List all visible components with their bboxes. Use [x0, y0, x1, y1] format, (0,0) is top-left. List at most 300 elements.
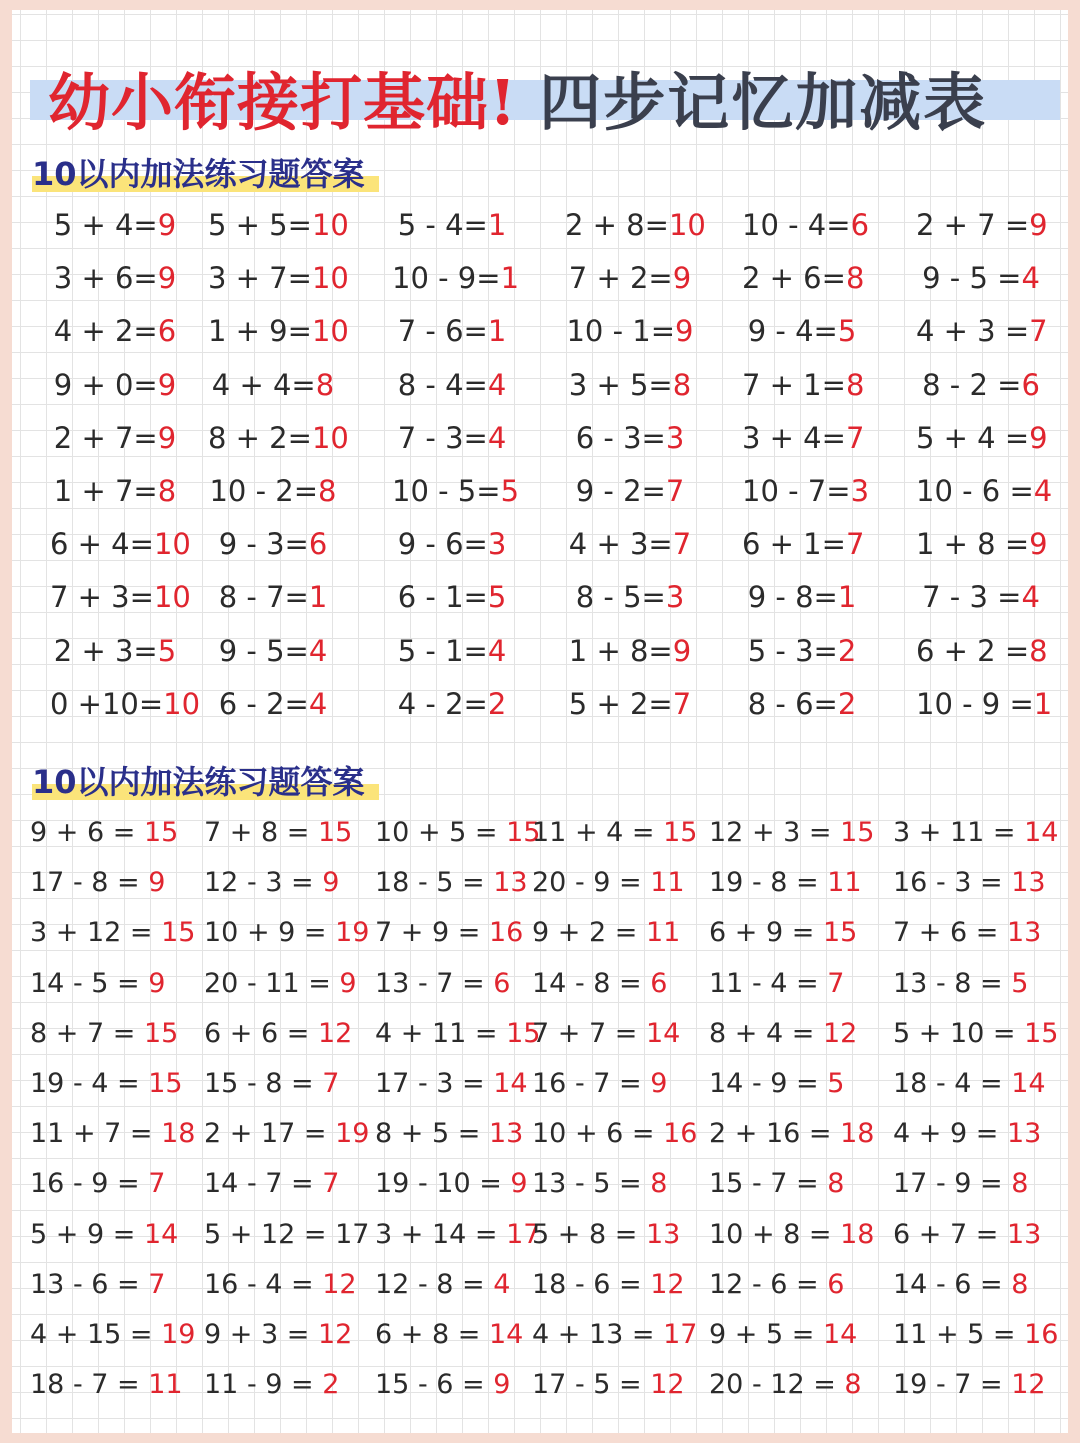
equation-item — [375, 863, 528, 903]
equation-answer: 8 — [845, 261, 865, 296]
equation-question: 4 + 15 = — [30, 1319, 162, 1350]
equation-question: 12 - 8 = — [375, 1268, 494, 1300]
equation-item — [893, 813, 1058, 853]
equation-question: 13 - 8 = — [893, 967, 1012, 999]
equation-answer: 15 — [1024, 1017, 1059, 1049]
equation-answer: 4 — [1021, 580, 1040, 615]
equation-item — [30, 1215, 178, 1255]
equation-question: 10 - 5= — [392, 474, 501, 508]
equation-question: 7 + 1= — [742, 367, 846, 402]
equation-question: 4 - 2= — [397, 686, 488, 721]
equation-item — [709, 1164, 844, 1204]
equation-answer: 7 — [665, 474, 685, 508]
equation-item — [742, 631, 862, 671]
equation-answer: 6 — [650, 967, 668, 999]
equation-item — [30, 1164, 165, 1204]
equation-item — [709, 813, 874, 853]
equation-question: 11 - 4 = — [709, 967, 828, 999]
equation-item — [50, 631, 180, 671]
equation-item — [893, 1215, 1041, 1255]
equation-item — [375, 1064, 528, 1104]
equation-item — [204, 913, 369, 953]
equation-question: 20 - 12 = — [709, 1369, 845, 1401]
equation-question: 7 + 6 = — [893, 917, 1007, 949]
equation-item — [893, 1365, 1046, 1405]
equation-question: 5 + 2= — [568, 686, 673, 721]
equation-question: 7 - 6= — [397, 314, 488, 349]
equation-answer: 13 — [488, 1118, 524, 1150]
equation-item — [392, 577, 512, 617]
equation-answer: 1 — [487, 314, 507, 349]
equation-answer: 4 — [487, 420, 507, 455]
equation-question: 9 + 0= — [53, 367, 158, 402]
equation-question: 2 + 16 = — [709, 1118, 841, 1150]
equation-item — [893, 863, 1046, 903]
equation-question: 3 + 5= — [568, 367, 673, 402]
equation-answer: 3 — [487, 527, 507, 562]
equation-answer: 15 — [161, 917, 196, 949]
equation-item — [50, 365, 180, 405]
equation-question: 10 - 9= — [392, 261, 501, 296]
equation-question: 15 - 7 = — [709, 1168, 828, 1200]
equation-answer: 8 — [845, 367, 865, 402]
equation-item — [392, 258, 520, 298]
equation-item — [392, 365, 512, 405]
equation-question: 7 + 9 = — [375, 917, 489, 949]
equation-question: 9 - 6= — [397, 527, 488, 562]
equation-item — [742, 684, 862, 724]
equation-question: 16 - 9 = — [30, 1168, 149, 1200]
equation-question: 2 + 8= — [565, 208, 669, 242]
equation-question: 11 + 7 = — [30, 1118, 162, 1150]
equation-answer: 15 — [143, 1017, 179, 1049]
equation-question: 9 - 5= — [218, 633, 309, 668]
equation-answer: 8 — [1011, 1268, 1029, 1300]
equation-question: 10 - 2= — [209, 474, 319, 508]
equation-item — [916, 205, 1046, 245]
equation-question: 5 + 12 = 17 — [204, 1218, 370, 1250]
equation-answer: 9 — [322, 867, 340, 899]
equation-item — [532, 964, 667, 1004]
equation-question: 5 + 10 = — [893, 1017, 1025, 1049]
worksheet-page — [12, 10, 1068, 1433]
equation-answer: 12 — [822, 1017, 858, 1049]
equation-answer: 7 — [827, 967, 845, 999]
equation-answer: 7 — [148, 1168, 166, 1200]
equation-question: 5 + 4 = — [916, 420, 1030, 455]
equation-answer: 19 — [161, 1319, 196, 1350]
equation-answer: 15 — [840, 817, 875, 848]
equation-item — [742, 577, 862, 617]
equation-question: 5 - 3= — [747, 633, 838, 668]
equation-question: 5 + 5= — [208, 208, 312, 242]
equation-question: 16 - 3 = — [893, 867, 1012, 899]
equation-answer: 8 — [844, 1369, 862, 1401]
equation-question: 7 - 3= — [397, 420, 488, 455]
equation-item — [30, 863, 165, 903]
equation-question: 6 + 8 = — [375, 1319, 489, 1350]
equation-item — [916, 577, 1046, 617]
equation-answer: 9 — [493, 1369, 511, 1401]
equation-answer: 9 — [510, 1168, 528, 1200]
equation-item — [204, 863, 339, 903]
equation-item — [916, 258, 1046, 298]
equation-answer: 5 — [837, 314, 857, 349]
equation-question: 10 - 7= — [742, 474, 851, 508]
equation-question: 0 +10= — [50, 686, 164, 721]
equation-answer: 7 — [322, 1168, 340, 1200]
equation-question: 9 + 6 = — [30, 817, 144, 848]
equation-question: 9 - 8= — [747, 580, 838, 615]
equation-answer: 9 — [148, 867, 166, 899]
equation-item — [916, 311, 1046, 351]
equation-question: 20 - 9 = — [532, 867, 651, 899]
equation-item — [50, 684, 201, 724]
equation-question: 2 + 7= — [53, 420, 158, 455]
equation-question: 12 + 3 = — [709, 817, 841, 848]
equation-answer: 10 — [153, 527, 191, 562]
equation-answer: 8 — [157, 474, 177, 508]
equation-answer: 11 — [650, 867, 685, 899]
equation-question: 8 - 5= — [575, 580, 666, 615]
equation-question: 7 + 7 = — [532, 1017, 646, 1049]
equation-answer: 19 — [335, 1118, 370, 1150]
equation-answer: 3 — [850, 474, 870, 508]
equation-answer: 9 — [157, 420, 177, 455]
equation-answer: 10 — [163, 686, 201, 721]
equation-answer: 14 — [1024, 817, 1059, 848]
equation-item — [742, 418, 865, 458]
equation-question: 9 - 2= — [575, 474, 666, 508]
equation-question: 10 - 4= — [742, 208, 851, 242]
equation-answer: 13 — [1011, 867, 1046, 899]
equation-item — [893, 1265, 1028, 1305]
equation-answer: 5 — [827, 1068, 845, 1099]
title-main: 幼小衔接打基础! — [48, 65, 518, 139]
equation-answer: 1 — [1033, 686, 1053, 721]
equation-question: 18 - 5 = — [375, 867, 494, 899]
equation-answer: 10 — [311, 261, 349, 296]
equation-item — [916, 631, 1046, 671]
equation-question: 19 - 4 = — [30, 1068, 149, 1099]
equation-item — [375, 1215, 540, 1255]
equation-answer: 14 — [645, 1017, 681, 1049]
equation-item — [742, 365, 865, 405]
equation-item — [208, 524, 338, 564]
equation-item — [375, 913, 523, 953]
title-sub: 四步记忆加减表 — [539, 65, 988, 139]
equation-item — [208, 471, 338, 511]
equation-item — [709, 1114, 874, 1154]
equation-item — [30, 1114, 195, 1154]
equation-answer: 10 — [311, 314, 349, 349]
equation-item — [916, 365, 1046, 405]
equation-answer: 6 — [493, 967, 511, 999]
equation-question: 9 + 5 = — [709, 1319, 823, 1350]
equation-item — [50, 205, 180, 245]
equation-answer: 9 — [650, 1068, 668, 1099]
equation-item — [709, 1265, 844, 1305]
equation-question: 6 - 3= — [575, 420, 666, 455]
equation-question: 10 + 5 = — [375, 817, 507, 848]
equation-question: 17 - 3 = — [375, 1068, 494, 1099]
equation-answer: 8 — [827, 1168, 845, 1200]
equation-answer: 17 — [506, 1218, 541, 1250]
equation-item — [392, 418, 512, 458]
equation-answer: 9 — [672, 633, 692, 668]
equation-item — [893, 1064, 1046, 1104]
equation-item — [709, 1014, 857, 1054]
equation-answer: 15 — [148, 1068, 183, 1099]
equation-answer: 12 — [322, 1268, 357, 1300]
equation-question: 2 + 7 = — [916, 208, 1030, 242]
equation-item — [742, 258, 865, 298]
equation-answer: 5 — [487, 580, 507, 615]
equation-answer: 7 — [322, 1068, 340, 1099]
equation-answer: 14 — [143, 1218, 179, 1250]
equation-answer: 13 — [645, 1218, 681, 1250]
equation-question: 19 - 8 = — [709, 867, 828, 899]
section-title-2: 10以内加法练习题答案 — [32, 758, 365, 802]
equation-item — [392, 631, 512, 671]
equation-question: 14 - 6 = — [893, 1268, 1012, 1300]
equation-answer: 7 — [1029, 314, 1048, 349]
equation-question: 9 + 2 = — [532, 917, 646, 949]
equation-item — [742, 524, 865, 564]
equation-question: 16 - 7 = — [532, 1068, 651, 1099]
equation-question: 16 - 4 = — [204, 1268, 323, 1300]
equation-question: 6 + 9 = — [709, 917, 823, 949]
equation-answer: 15 — [143, 817, 179, 848]
equation-item — [30, 1064, 183, 1104]
equation-item — [532, 913, 680, 953]
equation-question: 8 + 5 = — [375, 1118, 489, 1150]
equation-item — [709, 913, 857, 953]
equation-item — [893, 913, 1041, 953]
equation-item — [375, 1114, 523, 1154]
equation-item — [565, 258, 695, 298]
equation-answer: 1 — [487, 208, 507, 242]
equation-answer: 12 — [1011, 1369, 1046, 1401]
equation-item — [50, 577, 191, 617]
equation-item — [709, 1064, 844, 1104]
equation-answer: 16 — [1024, 1319, 1059, 1350]
equation-item — [30, 1265, 165, 1305]
equation-answer: 11 — [645, 917, 681, 949]
equation-answer: 10 — [311, 208, 349, 242]
equation-answer: 4 — [1033, 474, 1053, 508]
equation-question: 6 + 6 = — [204, 1017, 318, 1049]
equation-item — [208, 311, 349, 351]
equation-question: 14 - 9 = — [709, 1068, 828, 1099]
equation-question: 10 - 1= — [566, 314, 676, 349]
equation-question: 1 + 8= — [568, 633, 673, 668]
equation-question: 3 + 14 = — [375, 1218, 507, 1250]
equation-item — [709, 964, 844, 1004]
equation-item — [532, 1064, 667, 1104]
equation-item — [742, 205, 870, 245]
equation-question: 7 + 3= — [50, 580, 154, 615]
equation-item — [204, 1014, 352, 1054]
equation-answer: 14 — [488, 1319, 524, 1350]
equation-question: 15 - 6 = — [375, 1369, 494, 1401]
equation-question: 2 + 3= — [53, 633, 158, 668]
equation-item — [893, 1114, 1041, 1154]
equation-question: 5 + 9 = — [30, 1218, 144, 1250]
equation-answer: 13 — [1006, 917, 1042, 949]
equation-answer: 10 — [668, 208, 706, 242]
equation-answer: 15 — [317, 817, 353, 848]
equation-answer: 8 — [672, 367, 692, 402]
equation-answer: 8 — [1011, 1168, 1029, 1200]
equation-item — [565, 365, 695, 405]
equation-item — [916, 418, 1046, 458]
equation-question: 6 + 7 = — [893, 1218, 1007, 1250]
equation-answer: 4 — [487, 367, 507, 402]
equation-answer: 10 — [311, 420, 349, 455]
equation-item — [532, 1114, 697, 1154]
equation-answer: 13 — [1006, 1118, 1042, 1150]
equation-item — [50, 258, 180, 298]
equation-item — [208, 577, 338, 617]
equation-item — [208, 258, 349, 298]
equation-question: 11 - 9 = — [204, 1369, 323, 1401]
equation-item — [204, 964, 357, 1004]
equation-question: 14 - 7 = — [204, 1168, 323, 1200]
equation-answer: 9 — [675, 314, 694, 349]
equation-answer: 8 — [1029, 633, 1048, 668]
equation-answer: 3 — [665, 420, 685, 455]
equation-question: 4 + 13 = — [532, 1319, 664, 1350]
equation-item — [565, 524, 695, 564]
equation-item — [208, 631, 338, 671]
equation-item — [208, 418, 349, 458]
equation-question: 2 + 17 = — [204, 1118, 336, 1150]
equation-item — [375, 1265, 510, 1305]
equation-item — [204, 1365, 339, 1405]
equation-question: 6 + 4= — [50, 527, 154, 562]
equation-answer: 4 — [308, 686, 328, 721]
equation-item — [375, 1164, 528, 1204]
equation-item — [893, 1315, 1058, 1355]
equation-question: 10 + 6 = — [532, 1118, 664, 1150]
equation-question: 4 + 2= — [53, 314, 158, 349]
equation-item — [375, 964, 510, 1004]
equation-answer: 9 — [1029, 527, 1048, 562]
equation-question: 1 + 9= — [208, 314, 312, 349]
equation-item — [916, 684, 1053, 724]
equation-question: 14 - 5 = — [30, 967, 149, 999]
equation-question: 10 - 9 = — [916, 686, 1034, 721]
equation-item — [375, 813, 540, 853]
equation-question: 7 + 8 = — [204, 817, 318, 848]
equation-question: 14 - 8 = — [532, 967, 651, 999]
equation-answer: 17 — [663, 1319, 698, 1350]
equation-item — [532, 863, 685, 903]
equation-item — [30, 813, 178, 853]
equation-answer: 2 — [837, 686, 857, 721]
equation-item — [916, 471, 1053, 511]
equation-item — [208, 365, 338, 405]
equation-item — [50, 418, 180, 458]
equation-item — [709, 863, 862, 903]
equation-answer: 2 — [837, 633, 857, 668]
equation-item — [893, 1164, 1028, 1204]
equation-item — [742, 471, 870, 511]
equation-item — [565, 205, 706, 245]
equation-question: 7 + 2= — [568, 261, 673, 296]
equation-answer: 3 — [665, 580, 685, 615]
equation-answer: 4 — [1021, 261, 1040, 296]
equation-answer: 19 — [335, 917, 370, 949]
equation-question: 18 - 7 = — [30, 1369, 149, 1401]
equation-item — [392, 684, 512, 724]
equation-item — [208, 205, 349, 245]
equation-item — [532, 813, 697, 853]
equation-answer: 14 — [1011, 1068, 1046, 1099]
equation-question: 5 - 4= — [397, 208, 488, 242]
equation-item — [532, 1265, 685, 1305]
equation-question: 4 + 3= — [568, 527, 673, 562]
page-title — [48, 52, 1068, 142]
equation-answer: 11 — [827, 867, 862, 899]
equation-item — [532, 1164, 667, 1204]
equation-question: 9 + 3 = — [204, 1319, 318, 1350]
equation-question: 18 - 6 = — [532, 1268, 651, 1300]
equation-item — [50, 311, 180, 351]
equation-item — [709, 1315, 857, 1355]
equation-answer: 5 — [1011, 967, 1029, 999]
equation-answer: 2 — [487, 686, 507, 721]
equation-question: 10 - 6 = — [916, 474, 1034, 508]
equation-answer: 9 — [157, 261, 177, 296]
equation-question: 6 + 1= — [742, 527, 846, 562]
equation-answer: 9 — [339, 967, 357, 999]
equation-answer: 9 — [157, 367, 177, 402]
equation-question: 15 - 8 = — [204, 1068, 323, 1099]
equation-answer: 13 — [493, 867, 528, 899]
equation-question: 13 - 6 = — [30, 1268, 149, 1300]
equation-item — [532, 1315, 697, 1355]
equation-answer: 8 — [315, 367, 335, 402]
equation-question: 11 + 5 = — [893, 1319, 1025, 1350]
equation-question: 11 + 4 = — [532, 817, 664, 848]
equation-answer: 5 — [157, 633, 177, 668]
equation-item — [893, 1014, 1058, 1054]
equation-item — [30, 1014, 178, 1054]
equation-item — [565, 684, 695, 724]
equation-answer: 12 — [650, 1268, 685, 1300]
equation-question: 8 + 4 = — [709, 1017, 823, 1049]
equation-question: 19 - 10 = — [375, 1168, 511, 1200]
equation-answer: 6 — [157, 314, 177, 349]
equation-question: 5 + 8 = — [532, 1218, 646, 1250]
equation-answer: 9 — [1029, 420, 1048, 455]
equation-answer: 15 — [506, 1017, 541, 1049]
equation-item — [30, 1365, 183, 1405]
equation-question: 8 + 2= — [208, 420, 312, 455]
equation-question: 9 - 4= — [747, 314, 838, 349]
equation-item — [204, 1215, 369, 1255]
equation-question: 1 + 8 = — [916, 527, 1030, 562]
equation-question: 2 + 6= — [742, 261, 846, 296]
equation-answer: 1 — [308, 580, 328, 615]
equation-question: 20 - 11 = — [204, 967, 340, 999]
equation-item — [30, 964, 165, 1004]
equation-item — [375, 1365, 510, 1405]
equation-question: 4 + 3 = — [916, 314, 1030, 349]
equation-question: 10 + 8 = — [709, 1218, 841, 1250]
